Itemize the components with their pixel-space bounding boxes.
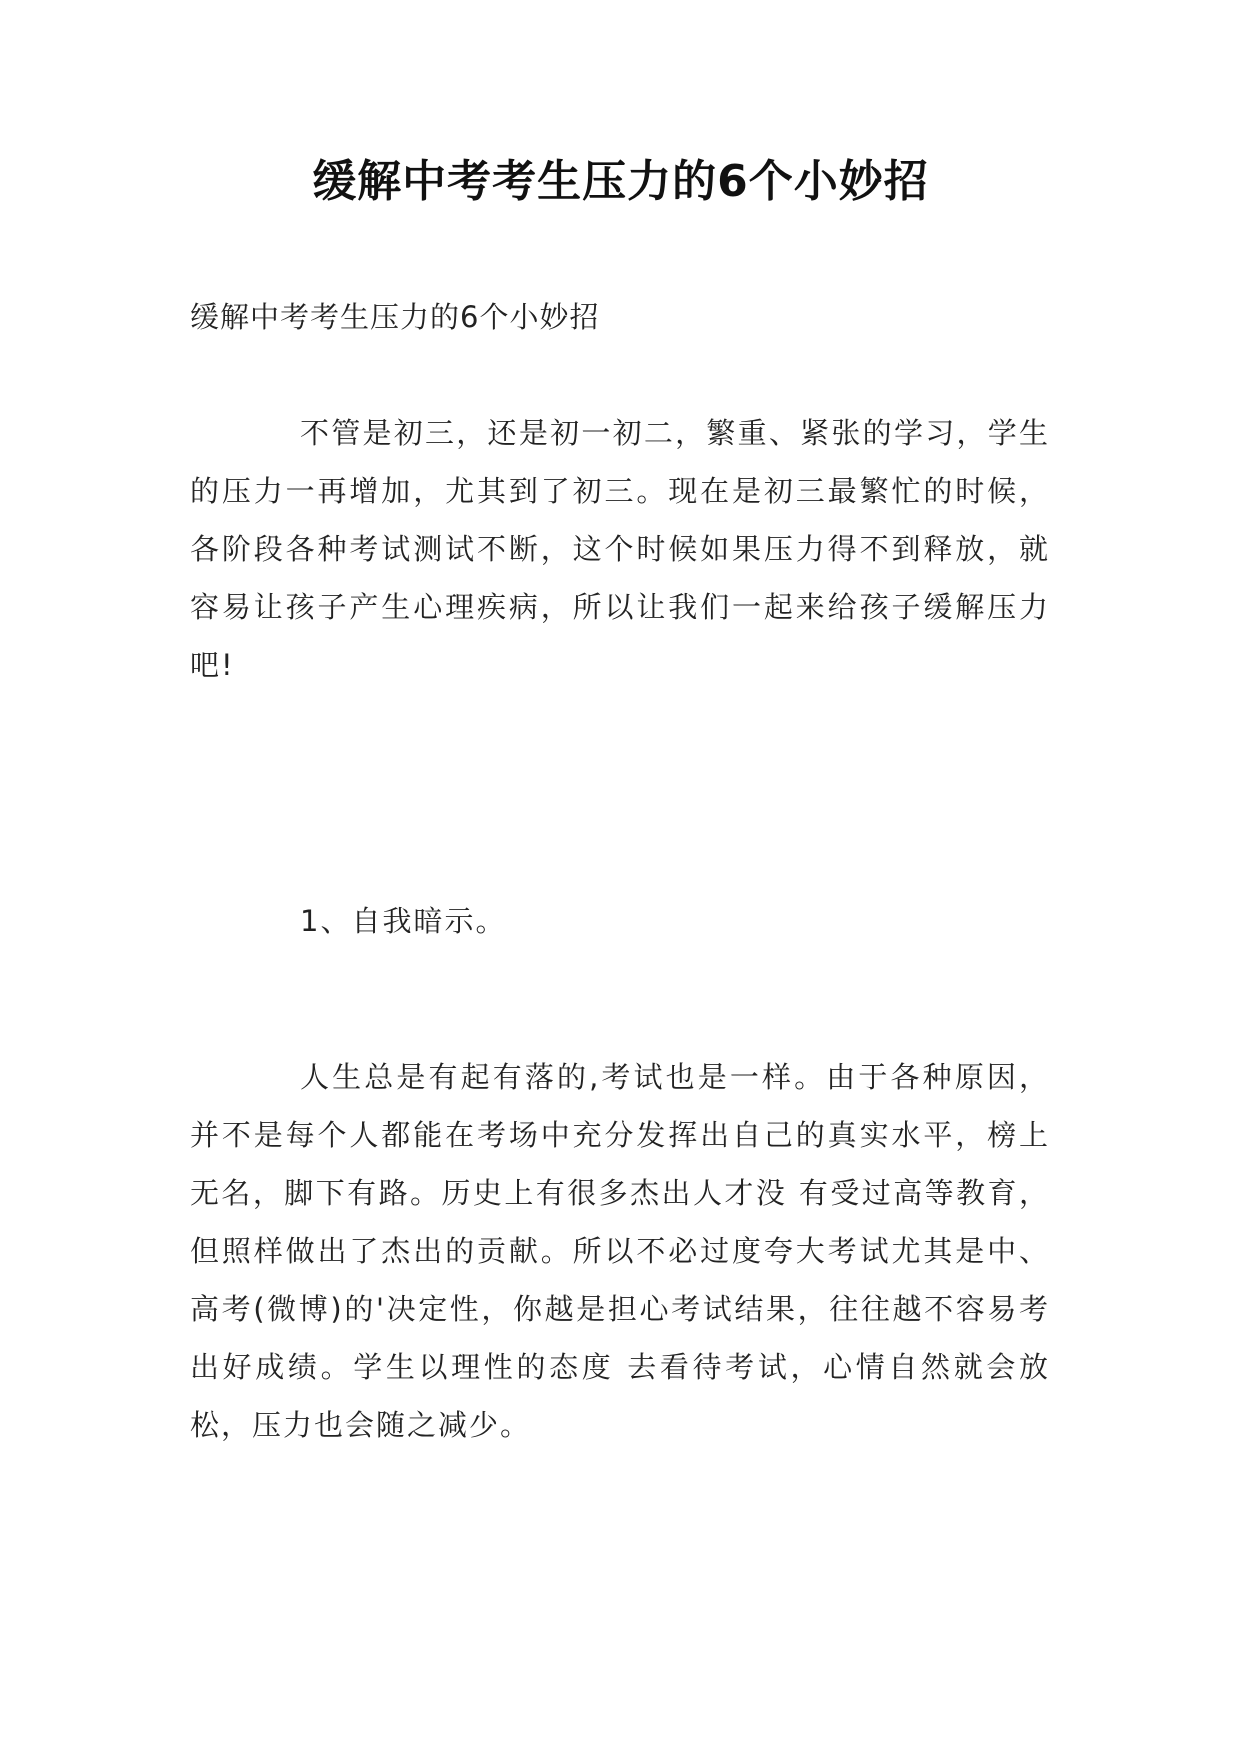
document-subtitle: 缓解中考考生压力的6个小妙招 [190, 300, 600, 334]
section-1-paragraph: 人生总是有起有落的,考试也是一样。由于各种原因，并不是每个人都能在考场中充分发挥出自己的真实水平，榜上无名，脚下有路。历史上有很多杰出人才没 有受过高等教育，但照样做出了杰出的贡献。所以不必过度夸大考试尤其是中、高考(微博)的'决定性，你越是担心考试结果，往往越不容易考出好成绩。学生以理性的态度 去看待考试，心情自然就会放松，压力也会随之减少。 [190, 1060, 1050, 1442]
document-title: 缓解中考考生压力的6个小妙招 [312, 156, 929, 207]
section-heading-1: 1、自我暗示。 [300, 904, 507, 938]
intro-paragraph: 不管是初三，还是初一初二，繁重、紧张的学习，学生的压力一再增加，尤其到了初三。现在是初三最繁忙的时候，各阶段各种考试测试不断，这个时候如果压力得不到释放，就容易让孩子产生心理疾病，所以让我们一起来给孩子缓解压力吧! [190, 416, 1050, 682]
